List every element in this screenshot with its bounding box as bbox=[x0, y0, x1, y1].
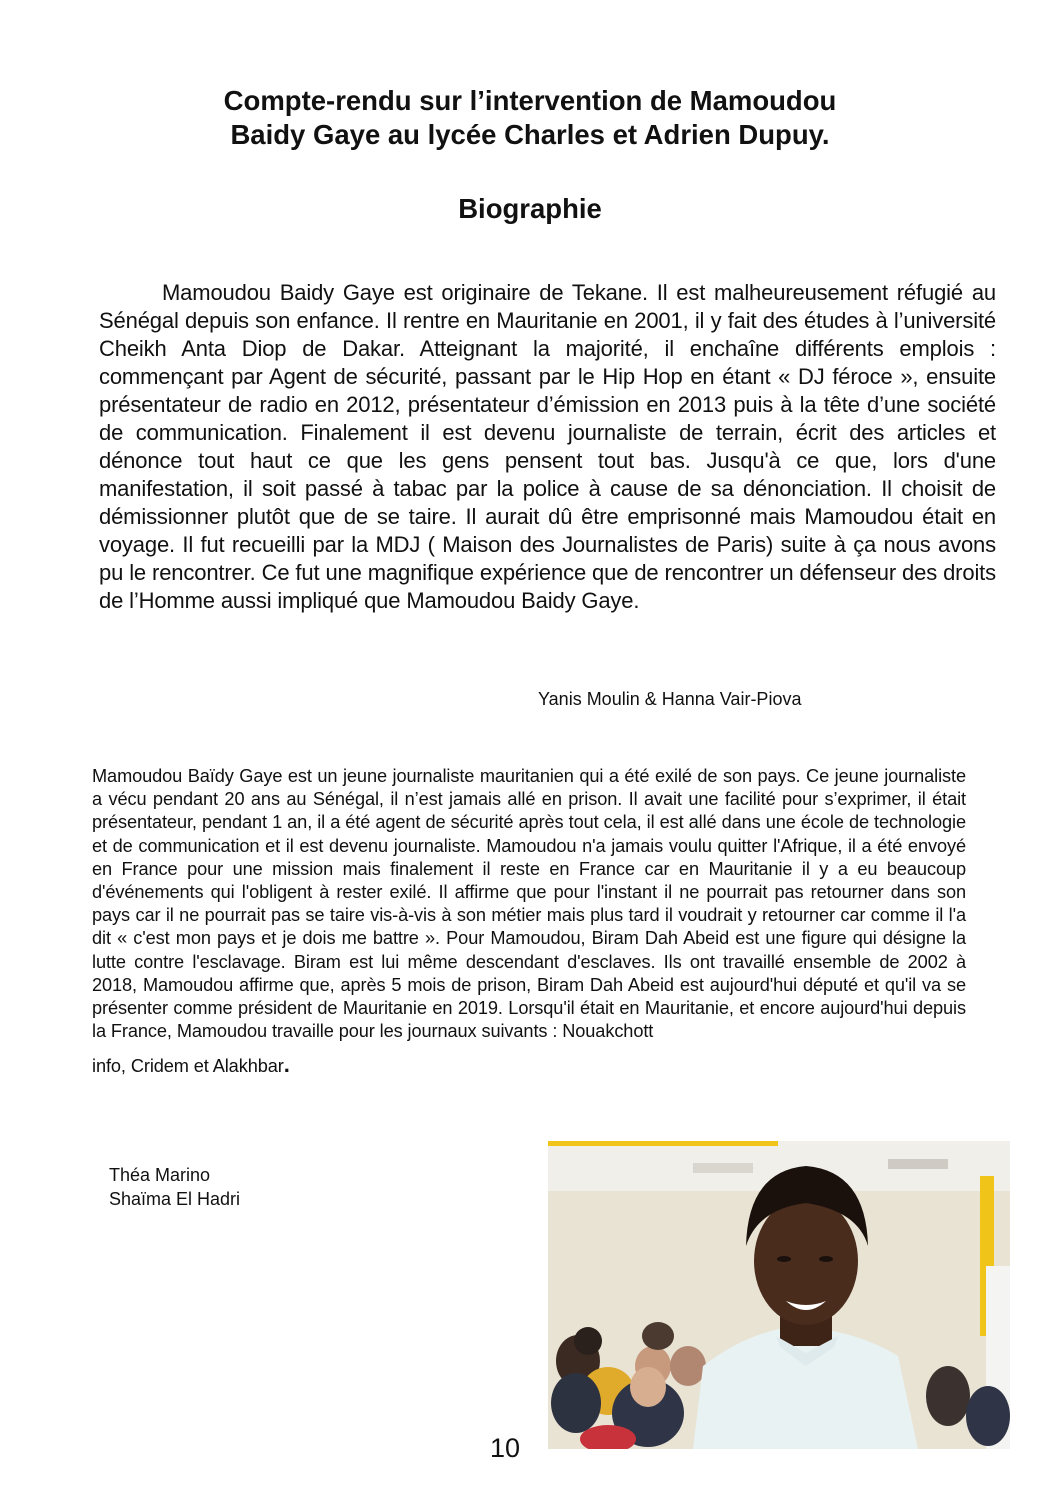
document-title bbox=[100, 84, 960, 152]
article-last-line-text: info, Cridem et Alakhbar bbox=[92, 1056, 284, 1077]
page-number: 10 bbox=[490, 1433, 521, 1463]
biography-paragraph: Mamoudou Baidy Gaye est originaire de Tekane. Il est malheureusement réfugié au Sénégal depuis son enfance. Il rentre en Mauritanie en 2001, il y fait des études à l’université Cheikh Anta Diop de Dakar. Atteignant la majorité, il enchaîne différents emplois : commençant par Agent de sécurité, passant par le Hip Hop en étant « DJ féroce », ensuite présentateur de radio en 2012, présentateur d’émission en 2013 puis à la tête d’une société de communication. Finalement il est devenu journaliste de terrain, écrit des articles et dénonce tout haut ce que les gens pensent tout bas. Jusqu'à ce que, lors d'une manifestation, il soit passé à tabac par la police à cause de sa dénonciation. Il choisit de démissionner plutôt que de se taire. Il aurait dû être emprisonné mais Mamoudou était en voyage. Il fut recueilli par la MDJ ( Maison des Journalistes de Paris) suite à ça nous avons pu le rencontrer. Ce fut une magnifique expérience que de rencontrer un défenseur des droits de l’Homme aussi impliqué que Mamoudou Baidy Gaye. bbox=[99, 280, 996, 613]
author-1: Théa Marino bbox=[109, 1165, 211, 1185]
biography-signature: Yanis Moulin & Hanna Vair-Piova bbox=[538, 689, 802, 709]
section-heading-biographie: Biographie bbox=[458, 193, 602, 224]
title-line-1: Compte-rendu sur l’intervention de Mamoudou bbox=[223, 85, 837, 116]
article-final-period: . bbox=[283, 1052, 290, 1078]
article-last-line bbox=[92, 1053, 966, 1078]
title-line-2: Baidy Gaye au lycée Charles et Adrien Dupuy. bbox=[230, 119, 830, 150]
portrait-photo bbox=[548, 1141, 1010, 1449]
portrait-photo-illustration bbox=[548, 1141, 1010, 1449]
article-paragraph bbox=[92, 765, 966, 1079]
author-2: Shaïma El Hadri bbox=[109, 1189, 241, 1209]
article-body: Mamoudou Baïdy Gaye est un jeune journaliste mauritanien qui a été exilé de son pays. Ce jeune journaliste a vécu pendant 20 ans au Sénégal, il n’est jamais allé en prison. Il avait une facilité pour s’exprimer, il était présentateur, pendant 1 an, il a été agent de sécurité après tout cela, il est allé dans une école de technologie et de communication et il est devenu journaliste. Mamoudou n'a jamais voulu quitter l'Afrique, il a été envoyé en France pour une mission mais finalement il reste en France car en Mauritanie il y a eu beaucoup d'événements qui l'obligent à rester exilé. Il affirme que pour l'instant il ne pourrait pas retourner dans son pays car il ne pourrait pas se taire vis-à-vis à son métier mais plus tard il voudrait y retourner car comme il l'a dit « c'est mon pays et je dois me battre ». Pour Mamoudou, Biram Dah Abeid est une figure qui désigne la lutte contre l'esclavage. Biram est lui même descendant d'esclaves. Ils ont travaillé ensemble de 2002 à 2018, Mamoudou affirme que, après 5 mois de prison, Biram Dah Abeid est aujourd'hui député et qu'il va se présenter comme président de Mauritanie en 2019. Lorsqu'il était en Mauritanie, et encore aujourd'hui depuis la France, Mamoudou travaille pour les journaux suivants : Nouakchott bbox=[92, 766, 966, 1042]
article-authors bbox=[109, 1163, 240, 1211]
